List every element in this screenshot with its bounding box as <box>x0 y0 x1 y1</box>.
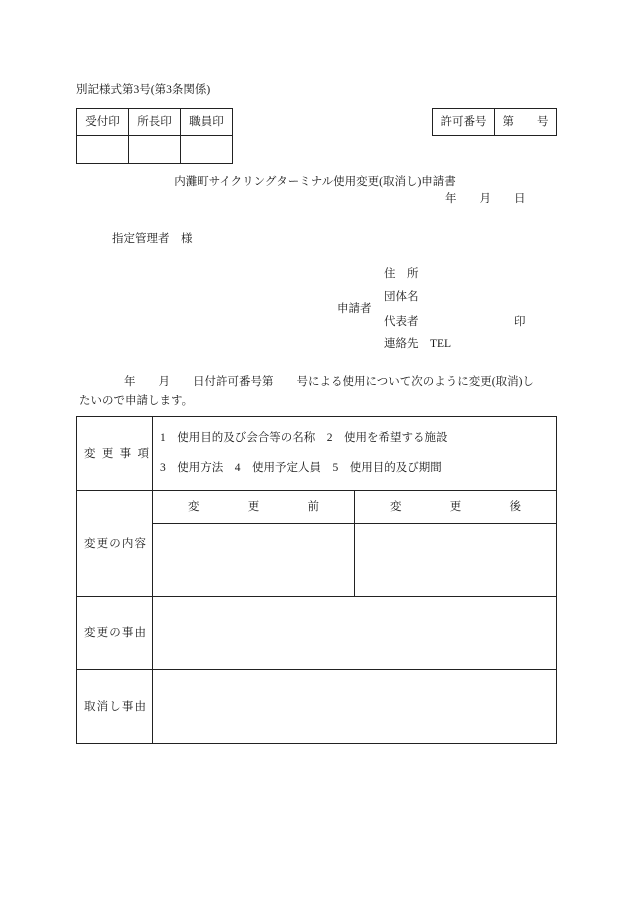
change-items-label-cell <box>76 416 153 491</box>
statement-line: 年 月 日付許可番号第 号による使用について次のように変更(取消)し <box>124 376 534 388</box>
change-reason-field <box>152 596 557 670</box>
change-items-options-cell <box>152 416 557 491</box>
applicant-contact-label: 連絡先 TEL <box>384 338 452 350</box>
applicant-organization-label: 団体名 <box>384 291 419 303</box>
permit-number-value: 第 号 <box>502 116 549 128</box>
permit-number-label: 許可番号 <box>440 116 487 128</box>
stamp-header-director <box>128 108 181 136</box>
after-change-field <box>354 523 557 597</box>
form-number: 別記様式第3号(第3条関係) <box>76 84 211 96</box>
applicant-heading: 申請者 <box>337 303 372 315</box>
stamp-header-label: 職員印 <box>189 116 224 128</box>
stamp-box-reception <box>76 135 129 164</box>
before-change-header: 変更前 <box>188 501 319 513</box>
before-change-header-cell <box>152 490 355 524</box>
cancel-reason-field <box>152 669 557 744</box>
after-change-header: 変更後 <box>390 501 521 513</box>
stamp-box-director <box>128 135 181 164</box>
statement-line: たいので申請します。 <box>79 395 194 407</box>
change-items-option-line: 1 使用目的及び会合等の名称 2 使用を希望する施設 <box>160 432 448 444</box>
cancel-reason-label-cell <box>76 669 153 744</box>
change-content-label-cell <box>76 490 153 597</box>
change-reason-label: 変更の事由 <box>84 627 146 639</box>
applicant-address-label: 住 所 <box>384 268 419 280</box>
after-change-header-cell <box>354 490 557 524</box>
permit-number-value-cell <box>494 108 557 136</box>
change-content-label: 変更の内容 <box>84 537 146 550</box>
stamp-header-staff <box>180 108 233 136</box>
application-date: 年 月 日 <box>445 193 526 205</box>
seal-mark: 印 <box>514 316 526 328</box>
applicant-representative-label: 代表者 <box>384 316 419 328</box>
addressee: 指定管理者 様 <box>112 233 193 245</box>
cancel-reason-label: 取消し事由 <box>84 700 146 713</box>
stamp-box-staff <box>180 135 233 164</box>
change-items-option-line: 3 使用方法 4 使用予定人員 5 使用目的及び期間 <box>160 462 442 474</box>
document-title: 内灘町サイクリングターミナル使用変更(取消し)申請書 <box>174 176 456 188</box>
stamp-header-label: 受付印 <box>85 116 120 128</box>
stamp-header-reception <box>76 108 129 136</box>
permit-number-label-cell <box>432 108 495 136</box>
stamp-header-label: 所長印 <box>137 116 172 128</box>
change-reason-label-cell <box>76 596 153 670</box>
before-change-field <box>152 523 355 597</box>
change-items-label: 変更事項 <box>84 447 149 460</box>
